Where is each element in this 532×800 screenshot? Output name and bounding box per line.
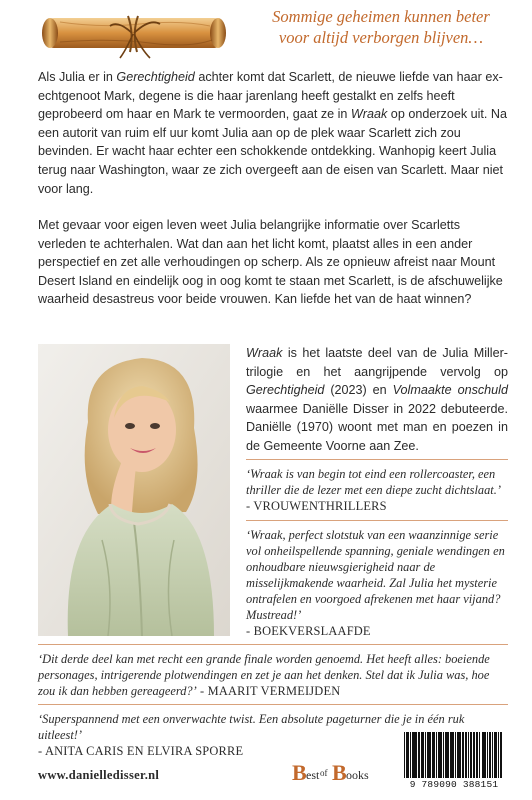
isbn-number: 9 789090 388151 bbox=[409, 779, 499, 790]
publisher-logo: B est of B ooks bbox=[292, 760, 369, 785]
barcode-bar bbox=[479, 732, 481, 778]
barcode-bar bbox=[441, 732, 442, 778]
barcode-bar bbox=[410, 732, 411, 778]
divider bbox=[38, 704, 508, 705]
barcode-bar bbox=[428, 732, 431, 778]
barcode-bar bbox=[460, 732, 461, 778]
barcode-bar bbox=[492, 732, 493, 778]
divider bbox=[246, 459, 508, 460]
author-photo bbox=[38, 344, 230, 636]
barcode-bar bbox=[416, 732, 417, 778]
tagline-line-1: Sommige geheimen kunnen beter bbox=[272, 7, 490, 26]
about-author: Wraak is het laatste deel van de Julia Miller-trilogie en het aangrijpende vervolg op Gerechtigheid (2023) en Volmaakte onschuld waarmee Daniëlle Disser in 2022 debuteerde. Daniëlle (1970) woont met man en poezen in de Gemeente Voorne aan Zee. bbox=[246, 346, 508, 453]
review-quote bbox=[246, 527, 508, 639]
quote-source: - MAARIT VERMEIJDEN bbox=[196, 684, 341, 698]
barcode-bar bbox=[455, 732, 456, 778]
review-quote bbox=[246, 466, 508, 514]
website-link[interactable]: www.danielledisser.nl bbox=[38, 768, 160, 782]
tagline-line-2: voor altijd verborgen blijven… bbox=[278, 28, 484, 47]
book-title-wraak: Wraak bbox=[350, 107, 388, 122]
isbn-barcode bbox=[398, 730, 510, 794]
barcode-bar bbox=[404, 732, 405, 778]
barcode-bar bbox=[423, 732, 424, 778]
book-title-gerechtigheid: Gerechtigheid bbox=[116, 70, 195, 84]
barcode-bar bbox=[484, 732, 486, 778]
barcode-bars bbox=[404, 732, 504, 778]
quote-source: - VROUWENTHRILLERS bbox=[246, 499, 387, 513]
series-title-wraak: Wraak bbox=[246, 346, 283, 360]
quote-text: ‘Wraak, perfect slotstuk van een waanzinnige serie vol onheilspellende spanning, geniale wendingen en onhoudbare nieuwsgierigheid naar de misselijkmakende waarheid. Zal Julia het mysterie ontrafelen en voorgoed afrekenen met haar vijand? Mustread!’ bbox=[246, 528, 505, 622]
quote-text: ‘Wraak is van begin tot eind een rollercoaster, een thriller die de lezer met een diepe zucht dichtslaat.’ bbox=[246, 467, 501, 497]
barcode-bar bbox=[466, 732, 467, 778]
quote-source: - BOEKVERSLAAFDE bbox=[246, 624, 371, 638]
divider bbox=[38, 644, 508, 645]
quote-source: - ANITA CARIS EN ELVIRA SPORRE bbox=[38, 744, 244, 758]
barcode-bar bbox=[501, 732, 502, 778]
barcode-bar bbox=[473, 732, 475, 778]
blurb-paragraph-2: Met gevaar voor eigen leven weet Julia belangrijke informatie over Scarletts verleden te achterhalen. Wat dan aan het licht komt, plaatst alles in een ander perspectief en zet alle verhoudingen op scherp. Als ze opnieuw afreist naar Mount Desert Island en eindelijk oog in oog komt te staan met Scarlett, is de afschuwelijke waarheid desastreus voor beide vrouwen. Kan liefde het van de haat winnen? bbox=[38, 218, 503, 307]
scroll-ornament bbox=[40, 6, 228, 62]
blurb-paragraph-1: Als Julia er in Gerechtigheid achter komt dat Scarlett, de nieuwe liefde van haar ex-echtgenoot Mark, degene is die haar jarenlang heeft gestalkt en zelfs heeft geprobeerd om haar en Mark te vermoorden, gaat ze in Wraak op onderzoek uit. Na een autorit van ruim elf uur komt Julia aan op de plek waar Scarlett zich zou bevinden. Er wacht haar echter een schokkende ontdekking. Wanhopig keert Julia terug naar Washington, waar ze zich overgeeft aan de eisen van Scarlett. Maar niet voor lang. bbox=[38, 70, 508, 196]
barcode-bar bbox=[498, 732, 499, 778]
barcode-bar bbox=[436, 732, 437, 778]
quote-text: ‘Superspannend met een onverwachte twist. Een absolute pageturner die je in één ruk uitleest!’ bbox=[38, 712, 465, 742]
divider bbox=[246, 520, 508, 521]
review-quote bbox=[38, 651, 508, 699]
quote-text: ‘Dit derde deel kan met recht een grande finale worden genoemd. Het heeft alles: boeiende personages, intrigerende plotwendingen en zet je aan het denken. Stel dat ik Julia was, hoe zou ik dan hebben gereageerd?’ bbox=[38, 652, 490, 698]
barcode-bar bbox=[447, 732, 449, 778]
tagline bbox=[238, 6, 524, 48]
